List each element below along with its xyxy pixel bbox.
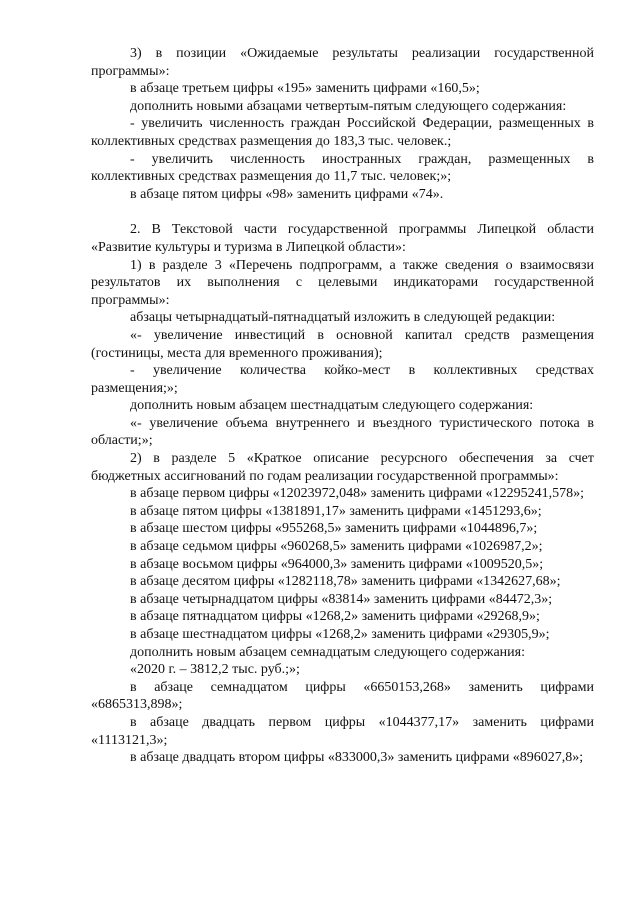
- paragraph-abzac-6: в абзаце шестом цифры «955268,5» заменить цифрами «1044896,7»;: [130, 521, 538, 537]
- paragraph-add-16: дополнить новым абзацем шестнадцатым следующего содержания:: [130, 398, 534, 414]
- paragraph-item-3: 3) в позиции «Ожидаемые результаты реализации государственной программы»:: [91, 46, 594, 79]
- paragraph-abzac-7: в абзаце седьмом цифры «960268,5» заменить цифрами «1026987,2»;: [130, 539, 543, 555]
- paragraph-2020: «2020 г. – 3812,2 тыс. руб.;»;: [130, 662, 300, 678]
- paragraph-investments: «- увеличение инвестиций в основной капитал средств размещения (гостиницы, места для временного проживания);: [91, 327, 594, 361]
- paragraph-section-2: 2. В Текстовой части государственной программы Липецкой области «Развитие культуры и туризма в Липецкой области»:: [91, 222, 594, 255]
- paragraph-razdel-3: 1) в разделе 3 «Перечень подпрограмм, а также сведения о взаимосвязи результатов их выполнения с целевыми индикаторами государственной программы»:: [91, 257, 594, 308]
- paragraph-abzac-17: в абзаце семнадцатом цифры «6650153,268» заменить цифрами «6865313,898»;: [91, 679, 594, 713]
- paragraph-abzac-10: в абзаце десятом цифры «1282118,78» заменить цифрами «1342627,68»;: [130, 574, 561, 590]
- paragraph-abzac-5: в абзаце пятом цифры «98» заменить цифрами «74».: [130, 186, 444, 202]
- paragraph-tourist-flow: «- увеличение объема внутреннего и въездного туристического потока в области;»;: [91, 415, 594, 449]
- paragraph-abzacy-14-15: абзацы четырнадцатый-пятнадцатый изложить в следующей редакции:: [130, 310, 556, 326]
- paragraph-abzac-15: в абзаце пятнадцатом цифры «1268,2» заменить цифрами «29268,9»;: [130, 609, 540, 625]
- paragraph-abzac-14: в абзаце четырнадцатом цифры «83814» заменить цифрами «84472,3»;: [130, 591, 553, 607]
- paragraph-abzac-16: в абзаце шестнадцатом цифры «1268,2» заменить цифрами «29305,9»;: [130, 627, 550, 642]
- document-page: [91, 45, 594, 767]
- paragraph-bullet-foreign: - увеличить численность иностранных граждан, размещенных в коллективных средствах размещения до 11,7 тыс. человек;»;: [91, 151, 594, 185]
- paragraph-abzac-8: в абзаце восьмом цифры «964000,3» заменить цифрами «1009520,5»;: [130, 556, 544, 572]
- paragraph-gap: [91, 203, 594, 221]
- paragraph-abzac-1: в абзаце первом цифры «12023972,048» заменить цифрами «12295241,578»;: [130, 486, 584, 502]
- paragraph-beds: - увеличение количества койко-мест в коллективных средствах размещения;»;: [91, 363, 594, 396]
- paragraph-add-new: дополнить новыми абзацами четвертым-пятым следующего содержания:: [130, 98, 567, 114]
- paragraph-abzac-22: в абзаце двадцать втором цифры «833000,3» заменить цифрами «896027,8»;: [130, 750, 584, 766]
- paragraph-abzac-21: в абзаце двадцать первом цифры «1044377,17» заменить цифрами «1113121,3»;: [91, 714, 594, 748]
- paragraph-add-17: дополнить новым абзацем семнадцатым следующего содержания:: [130, 644, 525, 660]
- paragraph-abzac-3: в абзаце третьем цифры «195» заменить цифрами «160,5»;: [130, 81, 480, 97]
- paragraph-razdel-5: 2) в разделе 5 «Краткое описание ресурсного обеспечения за счет бюджетных ассигнований по годам реализации государственной программы»:: [91, 451, 594, 484]
- paragraph-abzac-5-sum: в абзаце пятом цифры «1381891,17» заменить цифрами «1451293,6»;: [130, 503, 542, 519]
- paragraph-bullet-rf: - увеличить численность граждан Российской Федерации, размещенных в коллективных средствах размещения до 183,3 тыс. человек.;: [91, 116, 594, 149]
